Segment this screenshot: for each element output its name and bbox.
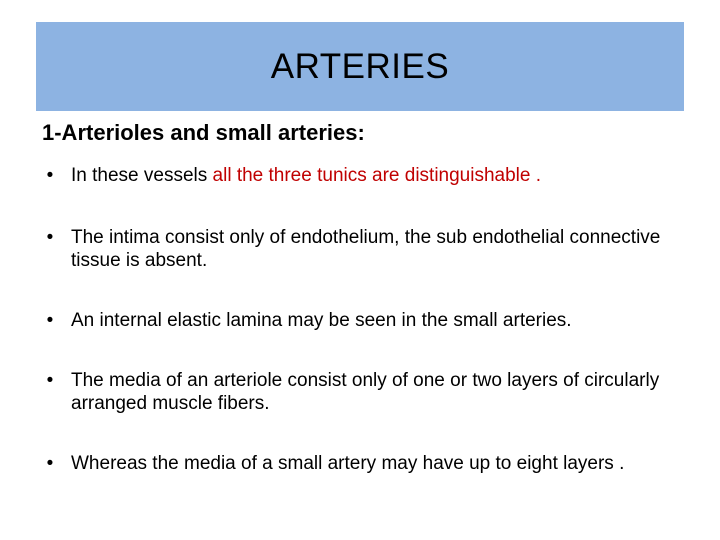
bullet-item-2 bbox=[30, 226, 700, 272]
bullet-text-plain: In these vessels bbox=[71, 165, 213, 186]
bullet-text bbox=[71, 164, 700, 187]
bullet-text: An internal elastic lamina may be seen in the small arteries. bbox=[71, 310, 572, 331]
bullet-dot: • bbox=[46, 370, 54, 391]
bullet-text-highlight: all the three tunics are distinguishable . bbox=[212, 165, 542, 186]
bullet-dot: • bbox=[46, 165, 54, 186]
bullet-item-4 bbox=[30, 369, 700, 415]
bullet-dot: • bbox=[46, 310, 54, 331]
bullet-dot: • bbox=[46, 227, 54, 248]
bullet-text: Whereas the media of a small artery may have up to eight layers . bbox=[71, 453, 625, 474]
slide-title-bar bbox=[36, 22, 684, 111]
bullet-text: The media of an arteriole consist only of one or two layers of circularly arranged muscle fibers. bbox=[71, 370, 660, 414]
bullet-item-5 bbox=[30, 452, 700, 475]
slide-title: ARTERIES bbox=[270, 46, 450, 86]
section-heading: 1-Arterioles and small arteries: bbox=[42, 120, 365, 145]
bullet-item-1 bbox=[30, 164, 700, 187]
bullet-dot: • bbox=[46, 453, 54, 474]
bullet-text: The intima consist only of endothelium, the sub endothelial connective tissue is absent. bbox=[71, 227, 661, 271]
bullet-item-3 bbox=[30, 309, 700, 332]
